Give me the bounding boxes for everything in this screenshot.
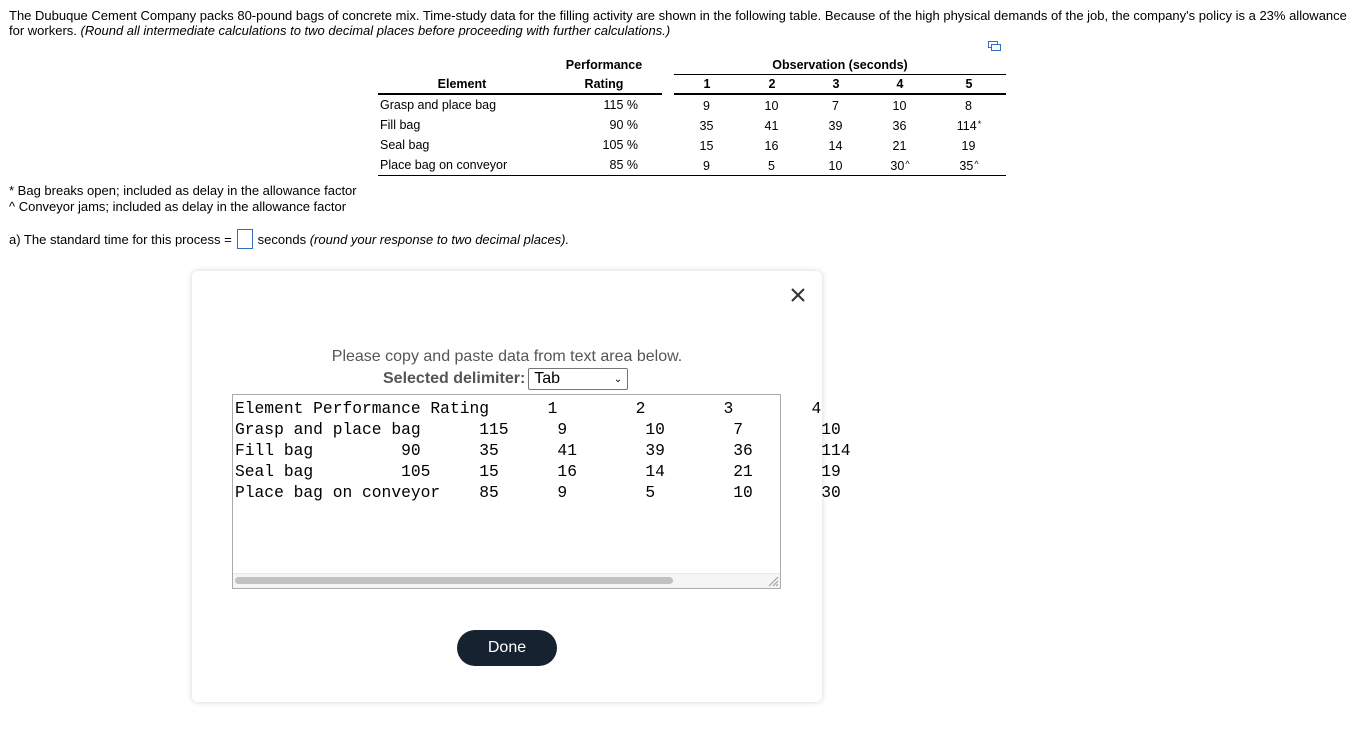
scrollbar-thumb[interactable]	[235, 577, 673, 584]
row-obs: 9	[703, 99, 710, 113]
table-row	[378, 135, 1006, 155]
row-obs: 14	[828, 139, 843, 153]
row-element: Place bag on conveyor	[378, 155, 546, 176]
problem-intro	[9, 8, 1361, 38]
row-obs: 10	[892, 99, 907, 113]
row-obs: 10	[804, 155, 868, 176]
row-element: Fill bag	[380, 118, 421, 132]
row-rating: 85 %	[546, 155, 662, 176]
row-obs: 9	[674, 155, 740, 176]
row-obs: 35^	[932, 155, 1006, 176]
question-suffix: seconds	[257, 231, 307, 247]
row-obs: 8	[965, 99, 972, 113]
row-obs: 10	[764, 99, 779, 113]
row-obs: 30^	[868, 155, 932, 176]
resize-grip-icon[interactable]	[767, 575, 779, 587]
data-copy-dialog	[192, 271, 851, 702]
delimiter-label: Selected delimiter:	[383, 370, 526, 387]
delimiter-value: Tab	[534, 370, 561, 387]
row-element: Grasp and place bag	[380, 98, 497, 112]
header-observation: Observation (seconds)	[674, 56, 1006, 75]
header-obs-2: 2	[740, 75, 804, 95]
question-a	[9, 229, 569, 249]
row-obs: 21	[892, 139, 907, 153]
row-element: Seal bag	[380, 138, 430, 152]
table-row	[378, 94, 1006, 115]
horizontal-scrollbar[interactable]	[233, 573, 780, 588]
question-prefix: a) The standard time for this process =	[9, 231, 232, 247]
close-icon[interactable]	[788, 285, 808, 305]
header-obs-5: 5	[932, 75, 1006, 95]
row-obs: 35	[699, 119, 714, 133]
data-textarea[interactable]	[232, 394, 851, 589]
header-element: Element	[378, 75, 546, 95]
intro-rounding-note: (Round all intermediate calculations to two decimal places before proceeding with further calculations.)	[80, 23, 671, 38]
table-row	[378, 115, 1006, 135]
delimiter-row	[383, 368, 628, 390]
header-obs-1: 1	[674, 75, 740, 95]
row-obs: 16	[764, 139, 779, 153]
intro-text: The Dubuque Cement Company packs 80-pound bags of concrete mix. Time-study data for the filling activity are shown in the following table. Because of the high physical demands of the job, the company's policy is a 23% allowance for workers.	[9, 8, 1347, 38]
footnote-star: * Bag breaks open; included as delay in the allowance factor	[9, 183, 357, 198]
row-rating: 90 %	[609, 118, 638, 132]
header-rating: Rating	[546, 75, 662, 95]
header-obs-3: 3	[804, 75, 868, 95]
row-obs: 36	[892, 119, 907, 133]
row-obs: 39	[828, 119, 843, 133]
row-rating: 115 %	[603, 98, 638, 112]
table-header-row-2	[378, 75, 1006, 95]
row-obs: 19	[961, 139, 976, 153]
footnote-caret: ^ Conveyor jams; included as delay in the allowance factor	[9, 199, 347, 214]
copy-table-icon[interactable]	[988, 41, 1001, 52]
row-obs: 114*	[956, 119, 982, 133]
delimiter-select[interactable]	[528, 368, 628, 390]
done-button[interactable]: Done	[457, 630, 557, 666]
table-header-row-1	[378, 56, 1006, 75]
row-obs: 5	[740, 155, 804, 176]
answer-input[interactable]	[237, 229, 253, 249]
table-row	[378, 155, 1006, 176]
textarea-content: Element Performance Rating 1 2 3 4 Grasp and place bag 115 9 10 7 10 Fill bag 90 35 41 39 36 114 Seal bag 105 15 16 14 21 19 Place bag on conveyor 85 9 5 10 30	[235, 399, 851, 502]
chevron-down-icon: ⌄	[613, 373, 623, 385]
table-footnotes	[9, 183, 357, 215]
row-rating: 105 %	[602, 138, 638, 152]
dialog-message: Please copy and paste data from text area below.	[331, 348, 683, 365]
row-obs: 15	[699, 139, 714, 153]
row-obs: 41	[764, 119, 779, 133]
time-study-table	[378, 56, 1006, 176]
header-performance: Performance	[565, 58, 643, 73]
question-instruction: (round your response to two decimal places).	[309, 231, 570, 247]
header-obs-4: 4	[868, 75, 932, 95]
row-obs: 7	[832, 99, 839, 113]
